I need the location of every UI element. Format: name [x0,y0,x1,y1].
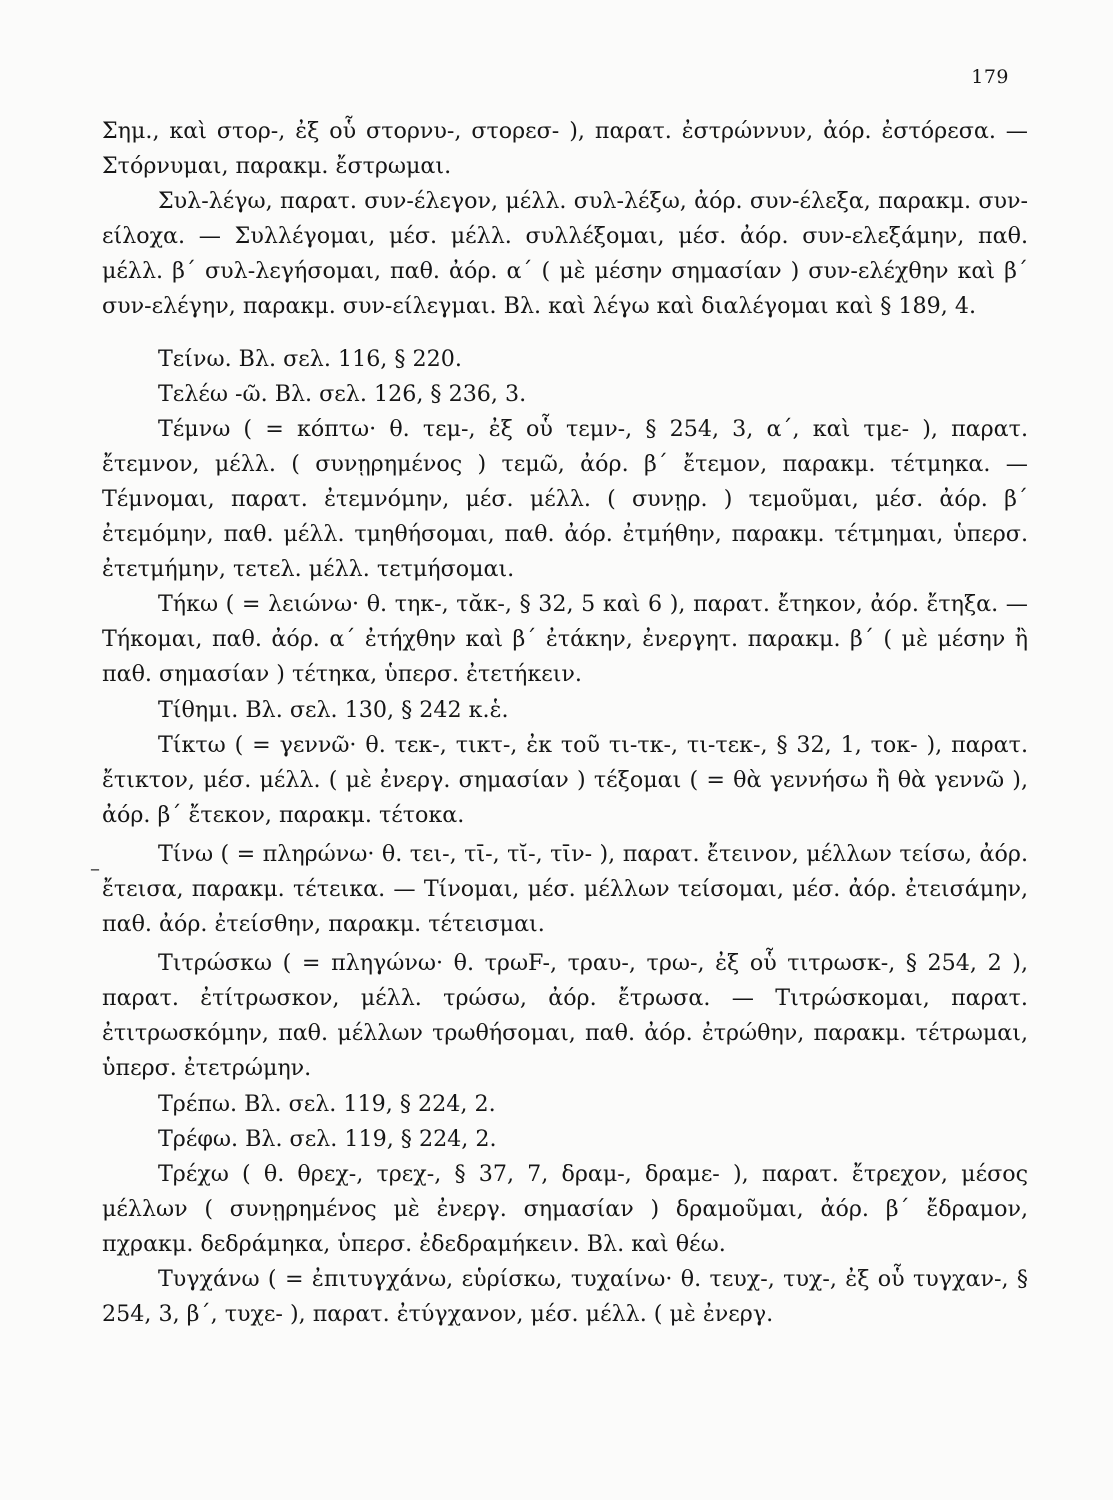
entry-tithemi: Τίθημι. Βλ. σελ. 130, § 242 κ.ἑ. [158,696,509,723]
entry-teino: Τείνω. Βλ. σελ. 116, § 220. [158,345,462,372]
dictionary-text [102,114,1028,1332]
entry-tynchano: Τυγχάνω ( = ἐπιτυγχάνω, εὑρίσκω, τυχαίνω· θ. τευχ-, τυχ-, ἐξ οὗ τυγχαν-, § 254, 3, β΄, τυχε- ), παρατ. ἐτύγχανον, μέσ. μέλλ. ( μὲ ἐνεργ. [102,1266,1028,1328]
entry-stornymi-continued: Σημ., καὶ στορ-, ἐξ οὗ στορνυ-, στορεσ- ), παρατ. ἐστρώννυν, ἀόρ. ἐστόρεσα. — Στόρνυμαι, παρακμ. ἔστρωμαι. [102,118,1028,180]
margin-mark: – [90,856,100,880]
entry-syllego: Συλ-λέγω, παρατ. συν-έλεγον, μέλλ. συλ-λέξω, ἀόρ. συν-έλεξα, παρακμ. συν-είλοχα. — Συλλέγομαι, μέσ. μέλλ. συλλέξομαι, μέσ. ἀόρ. συν-ελεξάμην, παθ. μέλλ. β΄ συλ-λεγήσομαι, παθ. ἀόρ. α΄ ( μὲ μέσην σημασίαν ) συν-ελέχθην καὶ β΄ συν-ελέγην, παρακμ. συν-είλεγμαι. Βλ. καὶ λέγω καὶ διαλέγομαι καὶ § 189, 4. [102,188,1028,320]
entry-trepho: Τρέφω. Βλ. σελ. 119, § 224, 2. [158,1125,497,1152]
entry-tikto: Τίκτω ( = γεννῶ· θ. τεκ-, τικτ-, ἐκ τοῦ τι-τκ-, τι-τεκ-, § 32, 1, τοκ- ), παρατ. ἔτικτον, μέσ. μέλλ. ( μὲ ἐνεργ. σημασίαν ) τέξομαι ( = θὰ γεννήσω ἢ θὰ γεννῶ ), ἀόρ. β΄ ἔτεκον, παρακμ. τέτοκα. [102,731,1028,828]
entry-titrosko: Τιτρώσκω ( = πληγώνω· θ. τρωF-, τραυ-, τρω-, ἐξ οὗ τιτρωσκ-, § 254, 2 ), παρατ. ἐτίτρωσκον, μέλλ. τρώσω, ἀόρ. ἔτρωσα. — Τιτρώσκομαι, παρατ. ἐτιτρωσκόμην, παθ. μέλλων τρωθήσομαι, παθ. ἀόρ. ἐτρώθην, παρακμ. τέτρωμαι, ὑπερσ. ἐτετρώμην. [102,950,1028,1082]
entry-temno: Τέμνω ( = κόπτω· θ. τεμ-, ἐξ οὗ τεμν-, § 254, 3, α΄, καὶ τμε- ), παρατ. ἔτεμνον, μέλλ. ( συνῃρημένος ) τεμῶ, ἀόρ. β΄ ἔτεμον, παρακμ. τέτμηκα. — Τέμνομαι, παρατ. ἐτεμνόμην, μέσ. μέλλ. ( συνῃρ. ) τεμοῦμαι, μέσ. ἀόρ. β΄ ἐτεμόμην, παθ. μέλλ. τμηθήσομαι, παθ. ἀόρ. ἐτμήθην, παρακμ. τέτμημαι, ὑπερσ. ἐτετμήμην, τετελ. μέλλ. τετμήσομαι. [102,415,1028,583]
entry-teko: Τήκω ( = λειώνω· θ. τηκ-, τᾰκ-, § 32, 5 καὶ 6 ), παρατ. ἔτηκον, ἀόρ. ἔτηξα. — Τήκομαι, παθ. ἀόρ. α΄ ἐτήχθην καὶ β΄ ἐτάκην, ἐνεργητ. παρακμ. β΄ ( μὲ μέσην ἢ παθ. σημασίαν ) τέτηκα, ὑπερσ. ἐτετήκειν. [102,591,1028,688]
entry-trecho: Τρέχω ( θ. θρεχ-, τρεχ-, § 37, 7, δραμ-, δραμε- ), παρατ. ἔτρεχον, μέσος μέλλων ( συνῃρημένος μὲ ἐνεργ. σημασίαν ) δραμοῦμαι, ἀόρ. β΄ ἔδραμον, πχρακμ. δεδράμηκα, ὑπερσ. ἐδεδραμήκειν. Βλ. καὶ θέω. [102,1160,1028,1257]
entry-tino: Τίνω ( = πληρώνω· θ. τει-, τῑ-, τῐ-, τῑν- ), παρατ. ἔτεινον, μέλλων τείσω, ἀόρ. ἔτεισα, παρακμ. τέτεικα. — Τίνομαι, μέσ. μέλλων τείσομαι, μέσ. ἀόρ. ἐτεισάμην, παθ. ἀόρ. ἐτείσθην, παρακμ. τέτεισμαι. [102,840,1028,938]
entry-teleo: Τελέω -ῶ. Βλ. σελ. 126, § 236, 3. [158,380,527,407]
entry-trepo: Τρέπω. Βλ. σελ. 119, § 224, 2. [158,1090,496,1117]
page-number: 179 [971,66,1009,88]
